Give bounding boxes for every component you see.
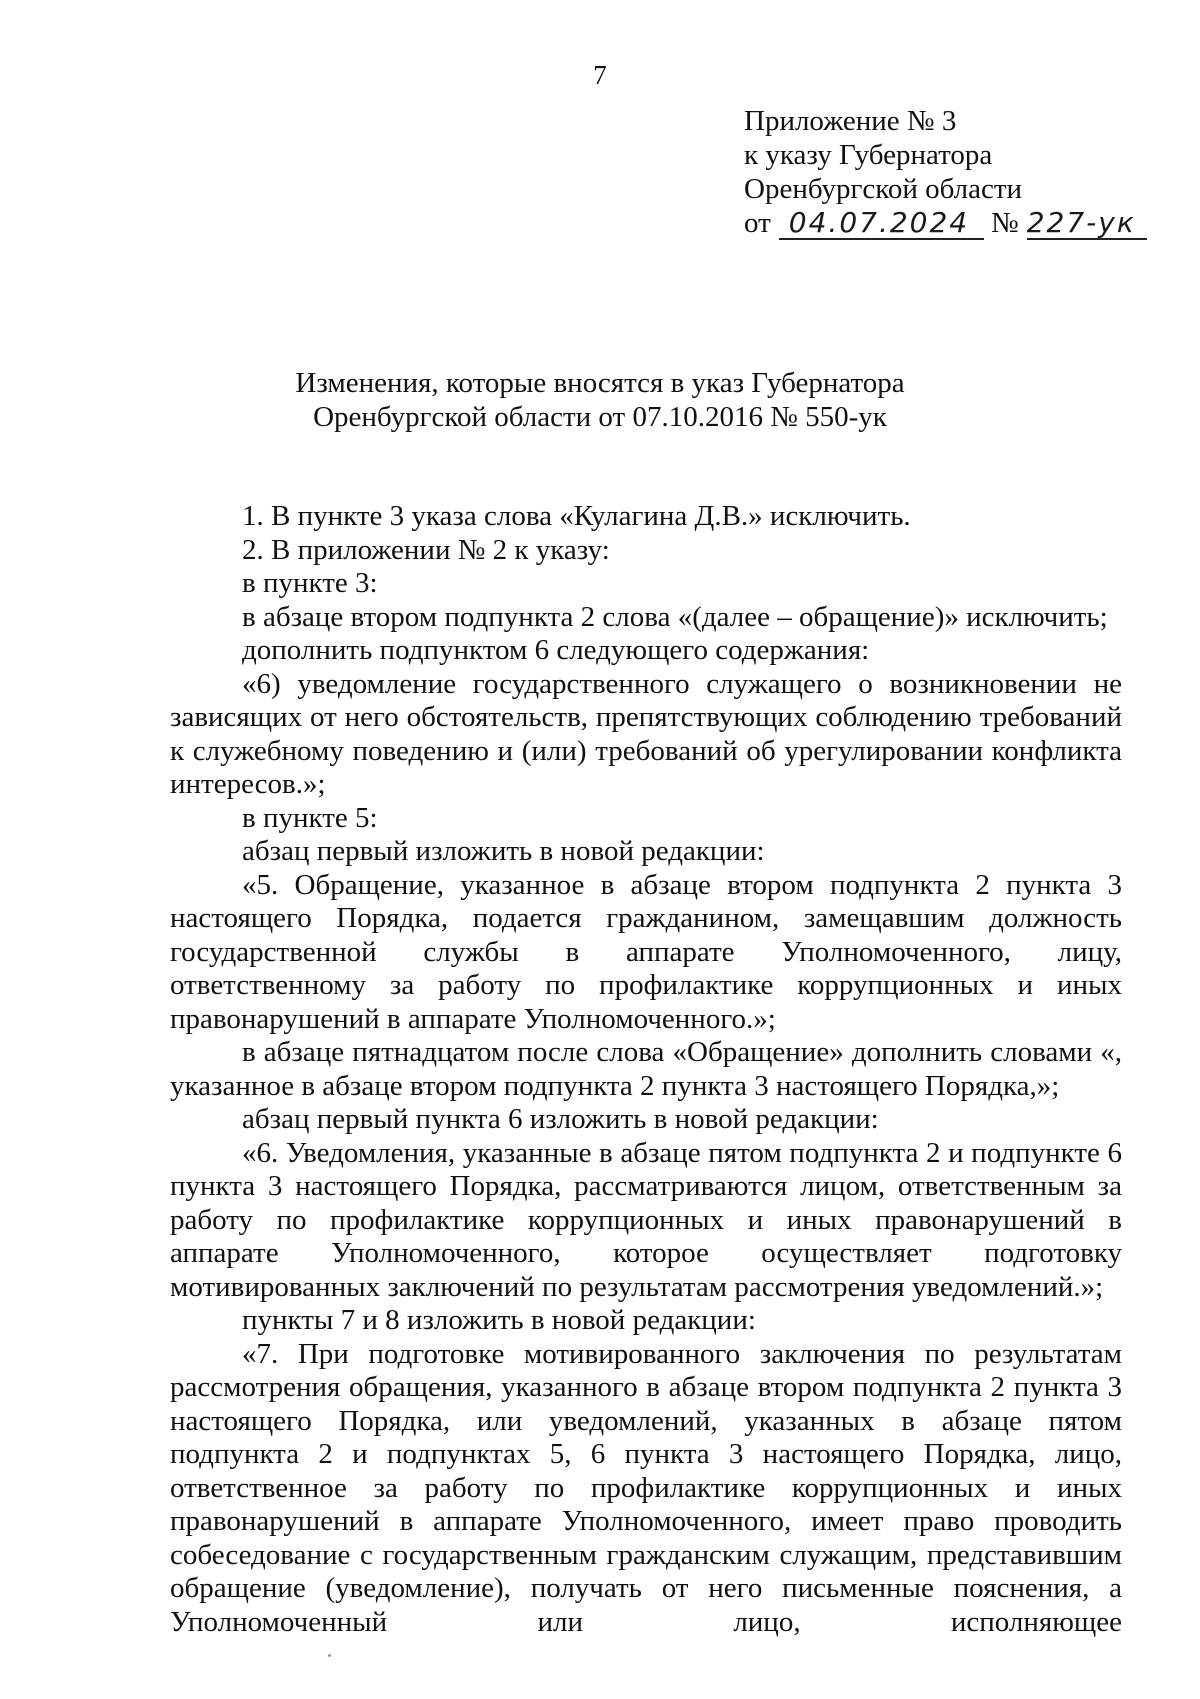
paragraph: абзац первый пункта 6 изложить в новой редакции: <box>242 1103 879 1135</box>
paragraph: «5. Обращение, указанное в абзаце втором подпункта 2 пункта 3 настоящего Порядка, подается гражданином, замещавшим должность государственной службы в аппарате Уполномоченного, лицу, ответственному за работу по профилактике коррупционных и иных правонарушений в аппарате Уполномоченного.»; <box>170 868 1122 1035</box>
paragraph: 1. В пункте 3 указа слова «Кулагина Д.В.» исключить. <box>242 500 911 532</box>
document-body <box>170 500 1122 1639</box>
paragraph: в пункте 3: <box>242 567 378 599</box>
from-prefix: от <box>744 207 771 239</box>
number-prefix: № <box>991 207 1019 239</box>
paragraph: в пункте 5: <box>242 801 378 834</box>
handwritten-number: 227-ук <box>1027 208 1147 240</box>
scan-artifact <box>328 1654 331 1657</box>
page-number: 7 <box>593 60 607 90</box>
paragraph: «7. При подготовке мотивированного заключения по результатам рассмотрения обращения, указанного в абзаце втором подпункта 2 пункта 3 настоящего Порядка, или уведомлений, указанных в абзаце пятом подпункта 2 и подпунктах 5, 6 пункта 3 настоящего Порядка, лицо, ответственное за работу по профилактике коррупционных и иных правонарушений в аппарате Уполномоченного, имеет право проводить собеседование с государственным гражданским служащим, представившим обращение (уведомление), получать от него письменные пояснения, а Уполномоченный или лицо, исполняющее <box>170 1337 1122 1638</box>
paragraph: пункты 7 и 8 изложить в новой редакции: <box>242 1304 756 1336</box>
paragraph: в абзаце пятнадцатом после слова «Обращение» дополнить словами «, указанное в абзаце втором подпункта 2 пункта 3 настоящего Порядка,»; <box>170 1036 1122 1102</box>
title-line-1: Изменения, которые вносятся в указ Губернатора <box>295 367 905 399</box>
title-line-2: Оренбургской области от 07.10.2016 № 550-ук <box>313 401 887 433</box>
appendix-region: Оренбургской области <box>744 173 1023 205</box>
appendix-decree-ref: к указу Губернатора <box>744 139 993 171</box>
appendix-date-number-line <box>744 206 1147 240</box>
handwritten-date: 04.07.2024 <box>779 208 984 240</box>
paragraph: 2. В приложении № 2 к указу: <box>242 533 610 566</box>
appendix-title: Приложение № 3 <box>744 105 957 137</box>
paragraph: «6. Уведомления, указанные в абзаце пятом подпункта 2 и подпункте 6 пункта 3 настоящего Порядка, рассматриваются лицом, ответственным за работу по профилактике коррупционных и иных правонарушений в аппарате Уполномоченного, которое осуществляет подготовку мотивированных заключений по результатам рассмотрения уведомлений.»; <box>170 1136 1122 1303</box>
paragraph: в абзаце втором подпункта 2 слова «(далее – обращение)» исключить; <box>242 600 1108 633</box>
paragraph: «6) уведомление государственного служащего о возникновении не зависящих от него обстоятельств, препятствующих соблюдению требований к служебному поведению и (или) требований об урегулировании конфликта интересов.»; <box>170 667 1122 800</box>
paragraph: дополнить подпунктом 6 следующего содержания: <box>242 634 870 666</box>
paragraph: абзац первый изложить в новой редакции: <box>242 835 765 867</box>
document-title <box>0 366 1200 434</box>
appendix-header <box>744 104 1147 240</box>
